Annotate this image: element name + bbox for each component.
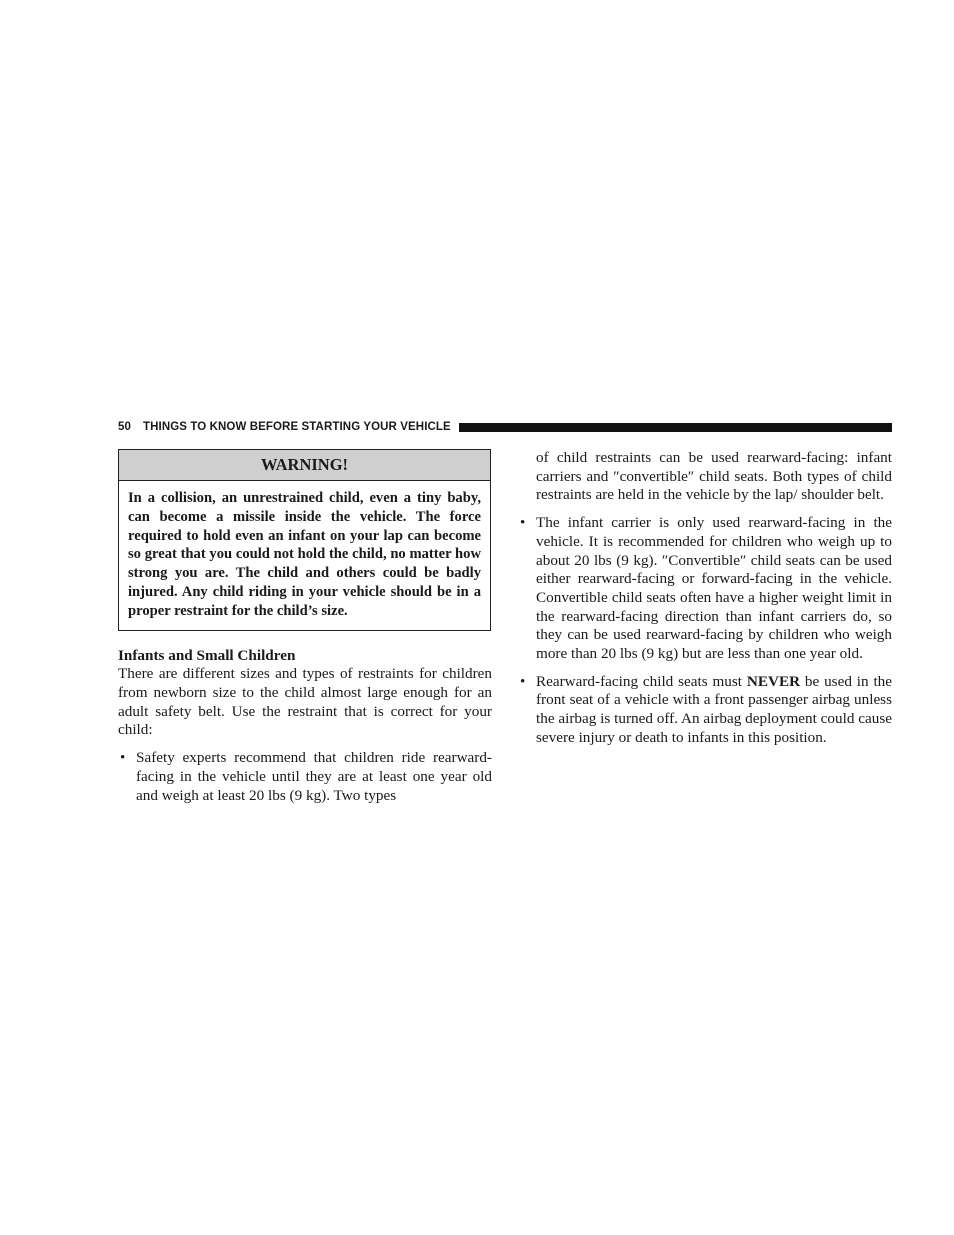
section-heading: Infants and Small Children <box>118 646 296 664</box>
bullet-marker: • <box>520 514 526 532</box>
bullet-list-left <box>118 749 492 805</box>
bullet-text: The infant carrier is only used rearward-facing in the vehicle. It is recommended for children who weigh up to about 20 lbs (9 kg). ″Convertible″ child seats can be used either rearward-facing or forward-facing in the vehicle. Convertible child seats often have a higher weight limit in the rearward-facing direction than infant carriers do, so they can be used rearward-facing by children who weigh more than 20 lbs (9 kg) but are less than one year old. <box>536 514 892 663</box>
bullet-text-before: Rearward-facing child seats must <box>536 672 747 690</box>
intro-paragraph: There are different sizes and types of restraints for children from newborn size to the child almost large enough for an adult safety belt. Use the restraint that is correct for your child: <box>118 665 492 739</box>
list-item <box>518 514 892 664</box>
bullet-text: Safety experts recommend that children ride rearward-facing in the vehicle until they are at least one year old and weigh at least 20 lbs (9 kg). Two types <box>136 749 492 804</box>
bullet-emphasis: NEVER <box>746 672 801 690</box>
warning-box <box>118 449 491 631</box>
page-header <box>118 418 892 436</box>
page-number: 50 <box>118 421 131 433</box>
header-rule <box>459 423 892 432</box>
section-title: THINGS TO KNOW BEFORE STARTING YOUR VEHICLE <box>143 421 451 433</box>
bullet-marker: • <box>520 672 526 690</box>
warning-title: WARNING! <box>119 450 490 481</box>
left-column <box>118 449 492 805</box>
list-item <box>518 673 892 748</box>
bullet-text-after: be used in the front seat of a vehicle with a front passenger airbag unless the airbag is turned off. An airbag deployment could cause severe injury or death to infants in this position. <box>536 672 892 746</box>
bullet-continuation: of child restraints can be used rearward-facing: infant carriers and ″convertible″ child seats. Both types of child restraints are held in the vehicle by the lap/ shoulder belt. <box>536 449 892 504</box>
bullet-marker: • <box>120 749 126 767</box>
list-item <box>118 749 492 805</box>
bullet-list-right <box>518 514 892 747</box>
warning-text: In a collision, an unrestrained child, even a tiny baby, can become a missile inside the vehicle. The force required to hold even an infant on your lap can become so great that you could not hold the child, no matter how strong you are. The child and others could be badly injured. Any child riding in your vehicle should be in a proper restraint for the child’s size. <box>128 490 481 619</box>
right-column <box>518 449 892 748</box>
